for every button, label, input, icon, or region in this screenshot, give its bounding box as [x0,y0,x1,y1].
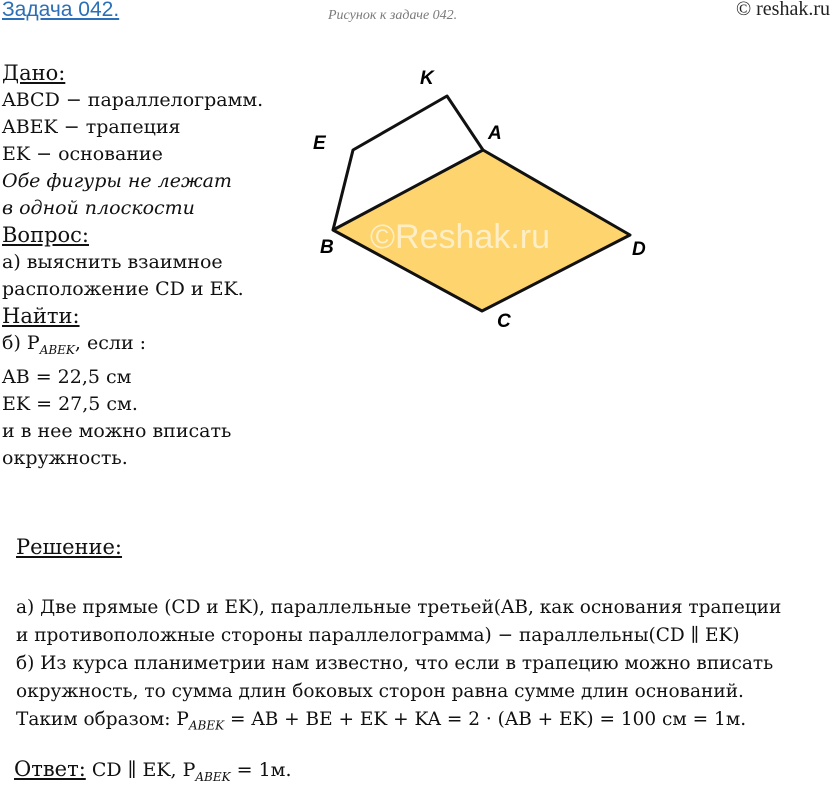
formula-subscript: ABEK [188,718,225,733]
find-prefix: б) P [2,332,40,354]
given-line: Обе фигуры не лежат [2,170,232,192]
find-value-line: EK = 27,5 см. [2,392,138,415]
vertex-label-e: E [313,133,326,154]
answer-prefix: CD ∥ EK, P [85,759,196,781]
solution-heading: Решение: [16,535,123,559]
vertex-label-a: A [488,123,502,144]
find-line [2,330,263,364]
answer-heading: Ответ: [14,757,86,781]
given-line: ABCD − параллелограмм. [2,89,264,111]
answer-line [14,757,292,784]
given-line: ABEK − трапеция [2,116,181,138]
figure-watermark: ©Reshak.ru [370,218,551,256]
question-line: расположение CD и EK. [2,278,244,300]
task-title-link[interactable]: Задача 042. [2,0,120,21]
vertex-label-c: C [497,311,511,332]
find-value-line: AB = 22,5 см [2,365,132,388]
formula-prefix: Таким образом: P [16,709,189,730]
find-heading: Найти: [2,304,80,328]
find-value-line: и в нее можно вписать [2,419,232,442]
answer-suffix: = 1м. [230,759,292,781]
solution-line: и противоположные стороны параллелограмма) − параллельны(CD ∥ EK) [16,625,740,646]
find-suffix: , если : [74,332,147,354]
copyright-text: © reshak.ru [735,0,830,20]
vertex-label-d: D [632,239,646,260]
find-subscript: ABEK [39,342,75,357]
solution-line: окружность, то сумма длин боковых сторон равна сумме длин оснований. [16,681,744,702]
formula-suffix: = AB + BE + EK + KA = 2 · (AB + EK) = 100 см = 1м. [224,709,747,730]
figure-caption: Рисунок к задаче 042. [328,8,458,23]
answer-subscript: ABEK [195,769,231,784]
solution-line: б) Из курса планиметрии нам известно, что если в трапецию можно вписать [16,653,774,674]
geometry-figure [290,55,660,340]
given-line: в одной плоскости [2,197,195,219]
solution-line: а) Две прямые (CD и EK), параллельные третьей(AB, как основания трапеции [16,597,782,618]
find-value-line: окружность. [2,446,128,469]
given-heading: Дано: [2,61,66,85]
given-line: EK − основание [2,143,163,165]
given-block [2,60,263,472]
question-heading: Вопрос: [2,223,89,247]
question-line: а) выяснить взаимное [2,251,223,273]
solution-formula-line [16,709,746,733]
vertex-label-k: K [420,68,434,89]
vertex-label-b: B [320,237,334,258]
